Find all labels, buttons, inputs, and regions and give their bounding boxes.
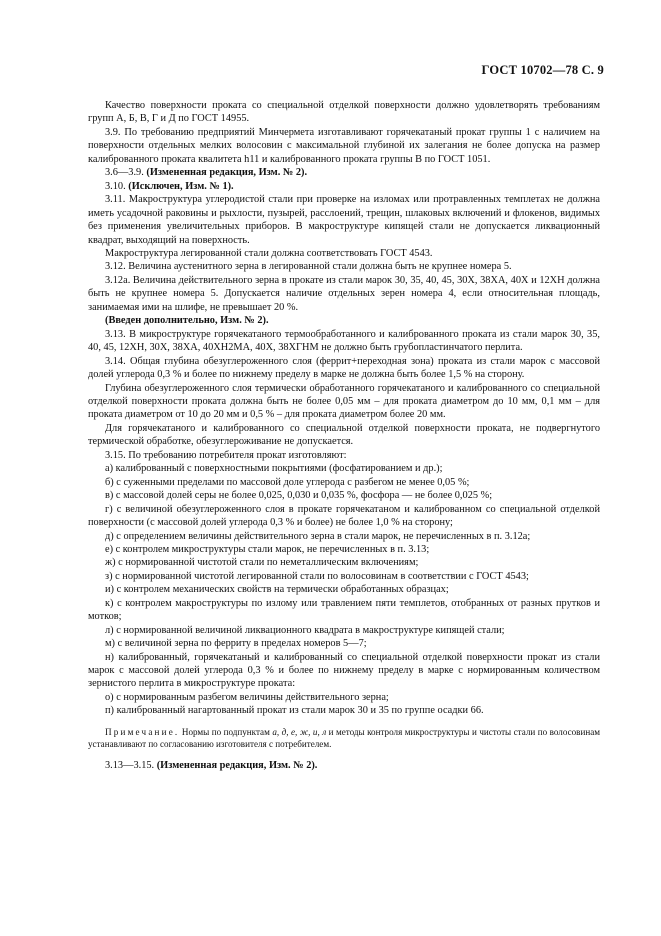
list-item: и) с контролем механических свойств на термически обработанных образцах; — [105, 584, 449, 596]
list-item: д) с определением величины действительного зерна в стали марок, не перечисленных в п. 3.12а; — [105, 530, 531, 542]
list-item: м) с величиной зерна по ферриту в пределах номеров 5—7; — [105, 638, 367, 650]
list-item: б) с суженными пределами по массовой доле углерода с разбегом не менее 0,05 %; — [105, 476, 470, 488]
paragraph-3-13: 3.13. В микроструктуре горячекатаного термообработанного и калиброванного проката из стали марок 30, 35, 40, 45, 12ХН, 30Х, 38ХА, 40ХН2МА, 40Х, 38ХГНМ не должно быть грубопластинчатого перлита. — [88, 328, 600, 354]
list-item: о) с нормированным разбегом величины действительного зерна; — [105, 691, 389, 703]
paragraph: Макроструктура легированной стали должна соответствовать ГОСТ 4543. — [105, 247, 433, 259]
paragraph-3-11: 3.11. Макроструктура углеродистой стали при проверке на изломах или протравленных темплетах не должна иметь усадочной раковины и рыхлости, пузырей, расслоений, трещин, шлаковых включений и флокенов, видимых без применения увеличительных приборов. В макроструктуре кипящей стали не допускается ликвационный квадрат, выходящий на поверхность. — [88, 194, 600, 246]
final-amendment-note: 3.13—3.15. (Измененная редакция, Изм. № 2). — [105, 759, 318, 771]
paragraph: Глубина обезуглероженного слоя термически обработанного горячекатаного и калиброванного со специальной отделкой поверхности проката должна быть не более 0,05 мм – для проката диаметром до 10 мм, 0,1 мм – для проката диаметром от 10 до 20 мм и 0,5 % – для проката диаметром более 20 мм. — [88, 382, 600, 421]
paragraph-3-10: 3.10. (Исключен, Изм. № 1). — [105, 180, 234, 192]
note-letters: а, д, е, ж, и, л — [272, 726, 327, 737]
list-item: а) калиброванный с поверхностными покрытиями (фосфатированием и др.); — [105, 463, 443, 475]
document-body — [88, 99, 600, 772]
paragraph-3-12: 3.12. Величина аустенитного зерна в легированной стали должна быть не крупнее номера 5. — [105, 261, 512, 273]
paragraph: Для горячекатаного и калиброванного со специальной отделкой поверхности проката, не подвергнутого термической обработке, обезуглероживание не допускается. — [88, 422, 600, 448]
amendment-note: (Введен дополнительно, Изм. № 2). — [105, 315, 269, 327]
list-item: е) с контролем микроструктуры стали марок, не перечисленных в п. 3.13; — [105, 543, 430, 555]
list-item: л) с нормированной величиной ликвационного квадрата в макроструктуре кипящей стали; — [105, 624, 505, 636]
note-label: Примечание. — [105, 726, 180, 737]
list-item: к) с контролем макроструктуры по излому или травлением пяти темплетов, отобранных от разных прутков и мотков; — [88, 597, 600, 623]
note: Примечание. Нормы по подпунктам а, д, е, ж, и, л и методы контроля микроструктуры и чистоты стали по волосовинам устанавливают по согласованию изготовителя с потребителем. — [88, 726, 600, 749]
paragraph-3-14: 3.14. Общая глубина обезуглероженного слоя (феррит+переходная зона) проката из стали марок с массовой долей углерода 0,3 % и более по нижнему пределу в марке не должна быть более 1,5 % на сторону. — [88, 355, 600, 381]
list-item: в) с массовой долей серы не более 0,025, 0,030 и 0,035 %, фосфора — не более 0,025 %; — [105, 490, 493, 502]
list-item: з) с нормированной чистотой легированной стали по волосовинам в соответствии с ГОСТ 4543; — [105, 570, 529, 582]
paragraph-3-15: 3.15. По требованию потребителя прокат изготовляют: — [105, 449, 347, 461]
paragraph-3-12a: 3.12а. Величина действительного зерна в прокате из стали марок 30, 35, 40, 45, 30Х, 38ХА, 40Х и 12ХН должна быть не крупнее номера 5. Допускается наличие отдельных зерен номера 4, если относительная площадь, занимаемая ими на шлифе, не превышает 20 %. — [88, 274, 600, 313]
page-header: ГОСТ 10702—78 С. 9 — [481, 63, 604, 77]
list-item: ж) с нормированной чистотой стали по неметаллическим включениям; — [105, 557, 419, 569]
paragraph-3-9: 3.9. По требованию предприятий Минчермета изготавливают горячекатаный прокат группы 1 с наличием на поверхности отдельных мелких волосовин с максимальной глубиной их залегания не более допуска на размер калиброванного проката квалитета h11 и калиброванного проката группы В по ГОСТ 1051. — [88, 126, 600, 165]
list-item: н) калиброванный, горячекатаный и калиброванный со специальной отделкой поверхности прокат из стали марок с массовой долей углерода 0,3 % и более по нижнему пределу в марке с нормированным количеством зернистого перлита в микроструктуре проката: — [88, 651, 600, 690]
list-item: п) калиброванный нагартованный прокат из стали марок 30 и 35 по группе осадки 66. — [105, 705, 484, 717]
amendment-note: 3.6—3.9. (Измененная редакция, Изм. № 2). — [105, 167, 308, 179]
list-item: г) с величиной обезуглероженного слоя в прокате горячекатаном и калиброванном со специальной отделкой поверхности (с массовой долей углерода 0,3 % и более) не более 1,0 % на сторону; — [88, 503, 600, 529]
paragraph: Качество поверхности проката со специальной отделкой поверхности должно удовлетворять требованиям групп А, Б, В, Г и Д по ГОСТ 14955. — [88, 100, 600, 125]
